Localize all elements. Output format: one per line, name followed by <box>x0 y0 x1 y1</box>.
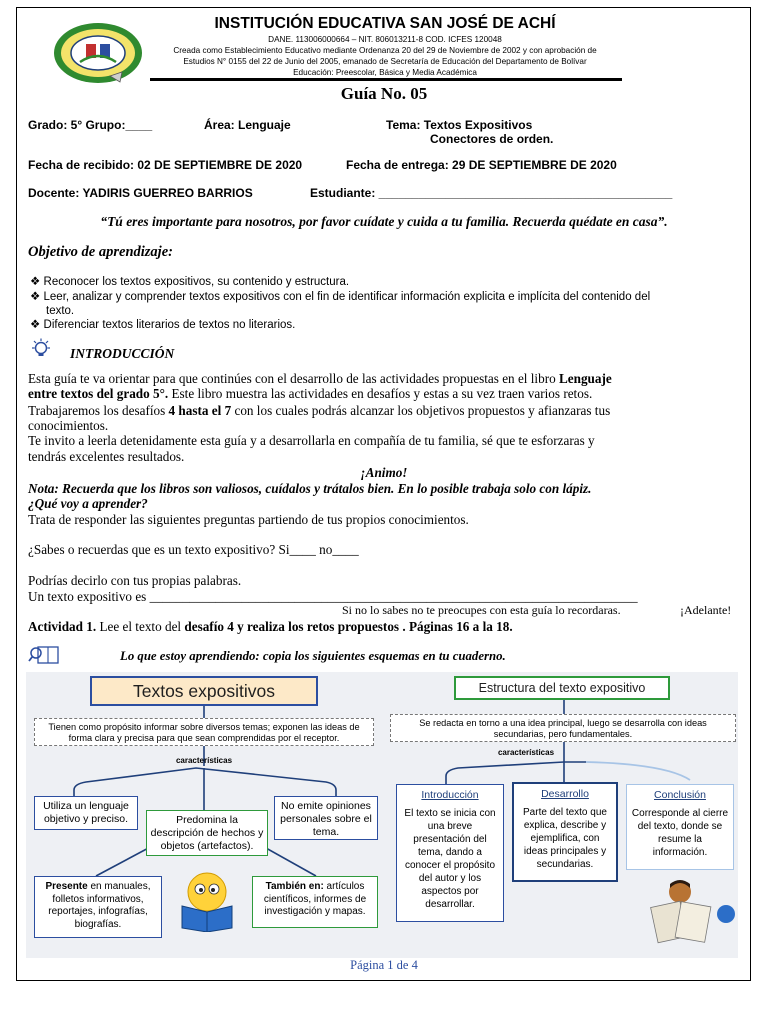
structure-text: Parte del texto que explica, describe y ejemplifica, con ideas principales y secundarias. <box>523 807 607 870</box>
dane-line: DANE. 113006000664 – NIT. 806013211-8 COD. ICFES 120048 <box>268 35 502 44</box>
person-reading-icon <box>640 878 736 954</box>
objective-item <box>30 290 650 304</box>
learn-title: ¿Qué voy a aprender? <box>28 496 148 511</box>
structure-title: Introducción <box>421 789 479 801</box>
learn-text: Trata de responder las siguientes preguntas partiendo de tus propios conocimientos. <box>28 512 469 527</box>
creation-line-2: Estudios N° 0155 del 22 de Junio del 2005, emanado de Secretaría de Educación del Departamento de Bolívar <box>183 57 587 66</box>
topic-line-2: Conectores de orden. <box>430 132 554 146</box>
diagram-panel <box>26 672 738 958</box>
lightbulb-icon <box>30 338 52 360</box>
diamond-bullet-icon: ❖ <box>30 276 41 288</box>
page-footer: Página 1 de 4 <box>350 958 418 972</box>
animo: ¡Animo! <box>360 465 408 480</box>
right-characteristics-label: características <box>497 748 555 757</box>
delivery-date: Fecha de entrega: 29 DE SEPTIEMBRE DE 2020 <box>346 158 617 172</box>
structure-conclusion-box <box>626 784 734 870</box>
objective-text: Reconocer los textos expositivos, su contenido y estructura. <box>43 276 350 288</box>
objective-text: Leer, analizar y comprender textos expositivos con el fin de identificar información explicita e implícita del contenido del <box>43 291 651 303</box>
characteristic-box: No emite opiniones personales sobre el tema. <box>274 796 378 840</box>
left-characteristics-label: características <box>175 756 233 765</box>
objective-title: Objetivo de aprendizaje: <box>28 244 173 260</box>
question-3[interactable]: Un texto expositivo es __________________________________________________________________________ <box>28 589 638 604</box>
characteristic-box: Utiliza un lenguaje objetivo y preciso. <box>34 796 138 830</box>
diamond-bullet-icon: ❖ <box>30 291 41 303</box>
structure-desarrollo-box <box>512 782 618 882</box>
intro-paragraph-line: Te invito a leerla detenidamente esta guía y a desarrollarla en compañía de tu familia, sé que te esforzaras y <box>28 433 595 448</box>
received-date: Fecha de recibido: 02 DE SEPTIEMBRE DE 2020 <box>28 158 303 172</box>
note: Nota: Recuerda que los libros son valiosos, cuídalos y trátalos bien. En lo posible trabaja solo con lápiz. <box>28 481 592 496</box>
learning-heading: Lo que estoy aprendiendo: copia los siguientes esquemas en tu cuaderno. <box>120 649 506 663</box>
structure-title: Conclusión <box>654 789 706 801</box>
structure-introduccion-box <box>396 784 504 922</box>
objective-item <box>30 318 295 332</box>
reading-emoji-icon <box>176 870 238 932</box>
structure-text: Corresponde al cierre del texto, donde se resume la información. <box>631 808 729 858</box>
intro-paragraph-line: conocimientos. <box>28 418 109 433</box>
objective-text: Diferenciar textos literarios de textos no literarios. <box>43 319 296 331</box>
characteristic-box: Presente en manuales, folletos informativos, reportajes, infografías, biografías. <box>34 876 162 938</box>
education-line: Educación: Preescolar, Básica y Media Académica <box>293 68 477 77</box>
guide-title: Guía No. 05 <box>340 84 428 103</box>
motto: “Tú eres importante para nosotros, por favor cuídate y cuida a tu familia. Recuerda quédate en casa”. <box>100 214 668 229</box>
reassure-text: Si no lo sabes no te preocupes con esta guía lo recordaras. <box>342 603 621 617</box>
topic-line-1: Tema: Textos Expositivos <box>386 118 533 132</box>
grade-group: Grado: 5° Grupo:____ <box>28 118 153 132</box>
adelante-text: ¡Adelante! <box>680 603 732 617</box>
question-1[interactable]: ¿Sabes o recuerdas que es un texto expositivo? Si____ no____ <box>28 542 359 557</box>
intro-paragraph-line: tendrás excelentes resultados. <box>28 449 185 464</box>
area: Área: Lenguaje <box>204 118 291 132</box>
institution-name: INSTITUCIÓN EDUCATIVA SAN JOSÉ DE ACHÍ <box>214 15 556 32</box>
objective-item <box>30 275 349 289</box>
intro-paragraph-line: entre textos del grado 5°. Este libro muestra las actividades en desafíos y estas a su vez traen varios retos. <box>28 386 593 401</box>
magnifier-book-icon <box>28 645 60 665</box>
characteristic-box: También en: artículos científicos, informes de investigación y mapas. <box>252 876 378 928</box>
right-definition-box: Se redacta en torno a una idea principal, luego se desarrolla con ideas secundarias, pero fundamentales. <box>390 714 736 742</box>
intro-paragraph-line: Esta guía te va orientar para que continúes con el desarrollo de las actividades propuestas en el libro Lenguaje <box>28 371 612 386</box>
header-rule <box>150 78 622 81</box>
objective-continuation: texto. <box>46 305 75 317</box>
creation-line-1: Creada como Establecimiento Educativo mediante Ordenanza 20 del 29 de Noviembre de 2002 y con aprobación de <box>173 46 597 55</box>
characteristic-box: Predomina la descripción de hechos y objetos (artefactos). <box>146 810 268 856</box>
left-title-box: Textos expositivos <box>90 676 318 706</box>
left-definition-box: Tienen como propósito informar sobre diversos temas; exponen las ideas de forma clara y precisa para que sean comprendidas por el receptor. <box>34 718 374 746</box>
question-2: Podrías decirlo con tus propias palabras. <box>28 573 242 588</box>
activity-1: Actividad 1. Lee el texto del desafío 4 y realiza los retos propuestos . Páginas 16 a la 18. <box>28 619 513 634</box>
school-logo <box>50 20 146 86</box>
intro-title: INTRODUCCIÓN <box>70 346 175 361</box>
teacher-name: Docente: YADIRIS GUERREO BARRIOS <box>28 186 253 200</box>
diamond-bullet-icon: ❖ <box>30 319 41 331</box>
structure-text: El texto se inicia con una breve presentación del tema, dando a conocer el propósito del autor y los aspectos por desarrollar. <box>404 808 496 910</box>
structure-title: Desarrollo <box>541 788 589 800</box>
student-field[interactable]: Estudiante: ____________________________________________ <box>310 186 673 200</box>
right-title-box: Estructura del texto expositivo <box>454 676 670 700</box>
intro-paragraph-line: Trabajaremos los desafíos 4 hasta el 7 con los cuales podrás alcanzar los objetivos propuestos y afianzaras tus <box>28 403 611 418</box>
